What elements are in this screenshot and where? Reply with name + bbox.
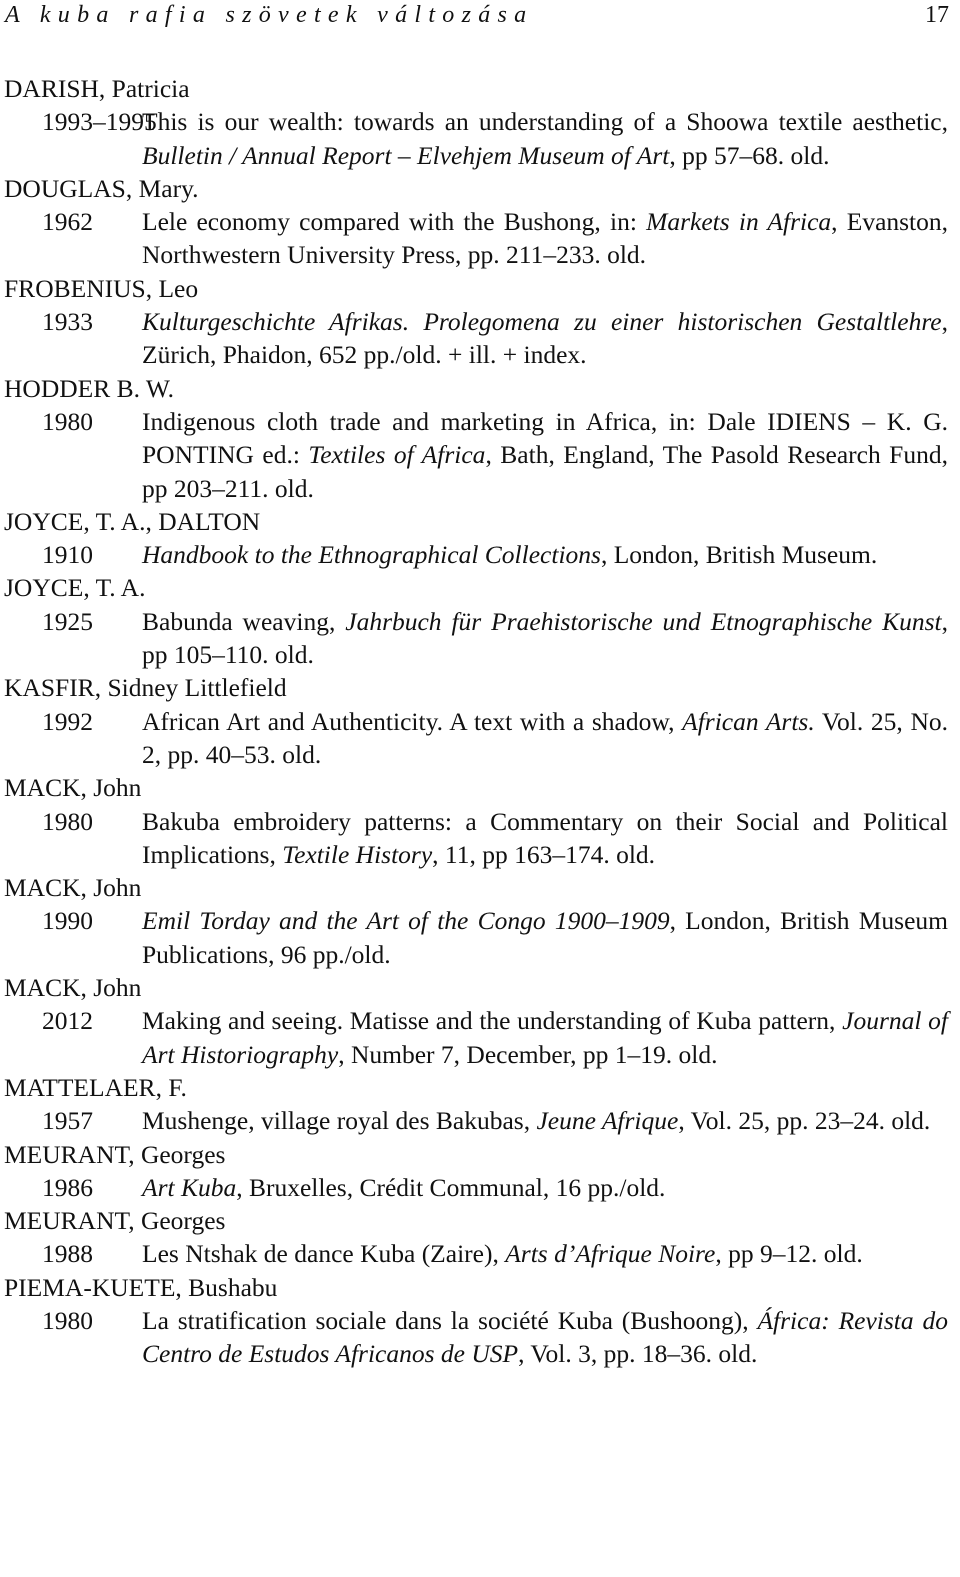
entry-year: 1986 (42, 1172, 93, 1202)
entry-reference (4, 605, 948, 672)
entry-citation (142, 538, 948, 571)
citation-segment: Mushenge, village royal des Bakubas, (142, 1106, 537, 1136)
entry-author: JOYCE, T. A., DALTON (4, 506, 261, 536)
entry-reference (4, 538, 948, 571)
entry-citation (142, 1304, 948, 1371)
citation-title-segment: África: Revista do Centro de Estudos Africanos de USP (142, 1305, 948, 1369)
citation-segment: , Evanston, Northwestern University Press, pp. 211–233. old. (142, 207, 949, 270)
entry-year: 1957 (42, 1106, 93, 1136)
entry-reference (4, 1104, 948, 1137)
entry-citation (142, 305, 948, 372)
entry-author: FROBENIUS, Leo (4, 273, 199, 303)
running-head (5, 0, 949, 30)
entry-author: MACK, John (4, 773, 142, 803)
entry-reference (4, 1237, 948, 1270)
entry-year: 1925 (42, 606, 93, 636)
citation-segment: Lele economy compared with the Bushong, in: (142, 207, 647, 237)
citation-segment: , London, British Museum Publications, 96 pp./old. (142, 906, 948, 969)
entry-citation (142, 1171, 948, 1204)
bibliography-entry (4, 671, 948, 771)
citation-title-segment: Kulturgeschichte Afrikas. Prolegomena zu einer historischen Gestaltlehre (142, 307, 942, 337)
citation-segment: Indigenous cloth trade and marketing in Africa, in: Dale IDIENS – K. G. PONTING ed.: (142, 406, 948, 470)
entry-year: 1962 (42, 207, 93, 237)
entry-year: 1980 (42, 806, 93, 836)
citation-title-segment: Handbook to the Ethnographical Collections (142, 540, 601, 570)
citation-segment: La stratification sociale dans la société Kuba (Bushoong), (142, 1305, 758, 1335)
entry-year: 1980 (42, 1305, 93, 1335)
entry-citation (142, 705, 948, 772)
entry-author: MATTELAER, F. (4, 1072, 187, 1102)
citation-title-segment: Markets in Africa (646, 207, 832, 237)
citation-segment: , pp 105–110. old. (142, 606, 949, 670)
bibliography-entry (4, 871, 948, 971)
entry-citation (142, 405, 948, 505)
citation-title-segment: Jeune Afrique (536, 1106, 679, 1136)
entry-reference (4, 105, 948, 172)
entry-year: 1910 (42, 540, 93, 570)
entry-citation (142, 1237, 948, 1270)
citation-title-segment: Textile History (282, 839, 433, 869)
citation-title-segment: African Arts. (682, 706, 815, 736)
entry-reference (4, 904, 948, 971)
bibliography-entry (4, 372, 948, 505)
entry-author: MACK, John (4, 873, 142, 903)
bibliography-entry (4, 1138, 948, 1205)
citation-title-segment: Journal of Art Historiography (142, 1006, 948, 1069)
bibliography-entry (4, 272, 948, 372)
entry-author: DOUGLAS, Mary. (4, 173, 199, 203)
citation-segment: , Vol. 3, pp. 18–36. old. (518, 1339, 758, 1369)
citation-segment: Vol. 25, No. 2, pp. 40–53. old. (142, 706, 948, 769)
citation-segment: , Number 7, December, pp 1–19. old. (338, 1039, 718, 1069)
entry-author: MEURANT, Georges (4, 1206, 226, 1236)
citation-segment: , Vol. 25, pp. 23–24. old. (678, 1106, 931, 1136)
citation-segment: Les Ntshak de dance Kuba (Zaire), (142, 1239, 506, 1269)
entry-year: 1988 (42, 1239, 93, 1269)
entry-reference (4, 205, 948, 272)
citation-segment: , 11, pp 163–174. old. (432, 839, 656, 869)
bibliography-entry (4, 72, 948, 172)
citation-segment: , pp 57–68. old. (669, 140, 830, 170)
citation-segment: Babunda weaving, (142, 606, 346, 636)
entry-citation (142, 904, 948, 971)
citation-segment: African Art and Authenticity. A text with a shadow, (142, 706, 683, 736)
entry-year: 1980 (42, 406, 93, 436)
citation-segment: This is our wealth: towards an understanding of a Shoowa textile aesthetic, (142, 107, 948, 137)
bibliography-entry (4, 172, 948, 272)
citation-title-segment: Jahrbuch für Praehistorische und Etnographische Kunst (345, 606, 942, 636)
entry-citation (142, 605, 948, 672)
entry-author: KASFIR, Sidney Littlefield (4, 673, 287, 703)
bibliography-entry (4, 1071, 948, 1138)
bibliography-entry (4, 505, 948, 572)
citation-segment: , London, British Museum. (600, 540, 878, 570)
citation-title-segment: Art Kuba (142, 1172, 237, 1202)
entry-reference (4, 805, 948, 872)
entry-year: 1993–1995 (42, 107, 157, 137)
citation-title-segment: Emil Torday and the Art of the Congo 1900–1909 (142, 906, 670, 936)
citation-segment: , Bath, England, The Pasold Research Fund, pp 203–211. old. (142, 440, 948, 503)
citation-segment: , Bruxelles, Crédit Communal, 16 pp./old. (236, 1172, 666, 1202)
entry-reference (4, 305, 948, 372)
entry-citation (142, 1104, 948, 1137)
entry-author: JOYCE, T. A. (4, 573, 146, 603)
entry-citation (142, 205, 948, 272)
page-number: 17 (925, 2, 949, 28)
entry-reference (4, 705, 948, 772)
entry-reference (4, 1171, 948, 1204)
citation-title-segment: Bulletin / Annual Report – Elvehjem Museum of Art (142, 140, 670, 170)
entry-reference (4, 405, 948, 505)
entry-citation (142, 1004, 948, 1071)
citation-segment: , Zürich, Phaidon, 652 pp./old. + ill. + index. (142, 307, 948, 370)
entry-author: MEURANT, Georges (4, 1139, 226, 1169)
entry-author: PIEMA-KUETE, Bushabu (4, 1272, 278, 1302)
entry-year: 1992 (42, 706, 93, 736)
citation-segment: Making and seeing. Matisse and the understanding of Kuba pattern, (142, 1006, 843, 1036)
bibliography-entry (4, 1271, 948, 1371)
entry-citation (142, 805, 948, 872)
bibliography-entry (4, 571, 948, 671)
entry-year: 1933 (42, 307, 93, 337)
citation-segment: , pp 9–12. old. (715, 1239, 863, 1269)
entry-reference (4, 1004, 948, 1071)
entry-reference (4, 1304, 948, 1371)
citation-title-segment: Textiles of Africa (308, 440, 486, 470)
entry-year: 2012 (42, 1006, 93, 1036)
citation-title-segment: Arts d’Afrique Noire (505, 1239, 716, 1269)
bibliography-list (4, 72, 948, 1371)
entry-citation (142, 105, 948, 172)
entry-author: MACK, John (4, 973, 142, 1003)
entry-author: HODDER B. W. (4, 373, 175, 403)
bibliography-entry (4, 1204, 948, 1271)
entry-author: DARISH, Patricia (4, 74, 190, 103)
running-title: A kuba rafia szövetek változása (5, 2, 534, 28)
entry-year: 1990 (42, 906, 93, 936)
bibliography-entry (4, 971, 948, 1071)
citation-segment: Bakuba embroidery patterns: a Commentary on their Social and Political Implications, (142, 806, 948, 869)
bibliography-entry (4, 771, 948, 871)
